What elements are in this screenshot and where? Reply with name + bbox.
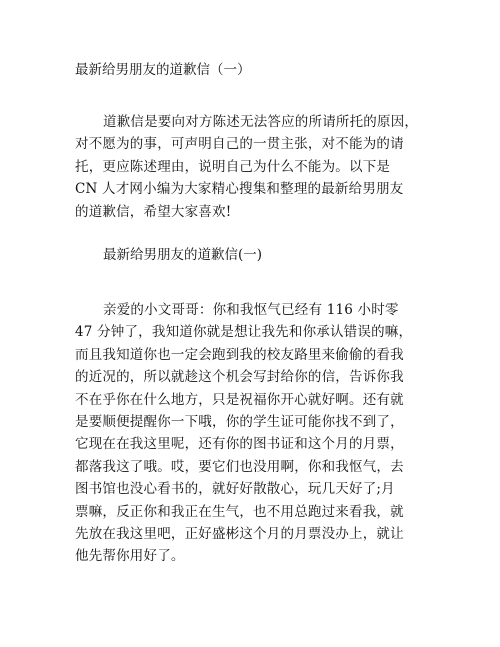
letter-line: 都落我这了哦。哎，要它们也没用啊，你和我怄气，去 bbox=[75, 458, 404, 475]
intro-line: 托，更应陈述理由，说明自己为什么不能为。以下是 bbox=[75, 158, 391, 175]
document-title: 最新给男朋友的道歉信（一） bbox=[75, 62, 251, 78]
letter-line: 而且我知道你也一定会跑到我的校友路里来偷偷的看我 bbox=[75, 346, 404, 363]
letter-heading: 最新给男朋友的道歉信(一) bbox=[103, 247, 263, 263]
intro-line: 对不愿为的事，可声明自己的一贯主张，对不能为的请 bbox=[75, 136, 404, 153]
letter-line: 的近况的，所以就趁这个机会写封给你的信，告诉你我 bbox=[75, 369, 404, 386]
letter-line: 是要顺便提醒你一下哦，你的学生证可能你找不到了， bbox=[75, 414, 404, 431]
intro-line: 道歉信是要向对方陈述无法答应的所请所托的原因， bbox=[103, 114, 419, 130]
letter-body bbox=[75, 299, 435, 568]
letter-line: 票嘛，反正你和我正在生气，也不用总跑过来看我，就 bbox=[75, 503, 404, 520]
letter-line: 亲爱的小文哥哥：你和我怄气已经有 116 小时零 bbox=[103, 302, 399, 318]
letter-line: 图书馆也没心看书的，就好好散散心，玩几天好了;月 bbox=[75, 481, 395, 498]
intro-line: CN 人才网小编为大家精心搜集和整理的最新给男朋友 bbox=[75, 181, 404, 198]
letter-line: 他先帮你用好了。 bbox=[75, 548, 185, 565]
letter-line: 它现在在我这里呢，还有你的图书证和这个月的月票， bbox=[75, 436, 404, 453]
letter-line: 47 分钟了，我知道你就是想让我先和你承认错误的嘛， bbox=[75, 324, 413, 341]
intro-line: 的道歉信，希望大家喜欢! bbox=[75, 203, 232, 220]
letter-line: 不在乎你在什么地方，只是祝福你开心就好啊。还有就 bbox=[75, 391, 404, 408]
letter-line: 先放在我这里吧，正好盛彬这个月的月票没办上，就让 bbox=[75, 526, 404, 543]
intro-paragraph bbox=[75, 111, 435, 223]
